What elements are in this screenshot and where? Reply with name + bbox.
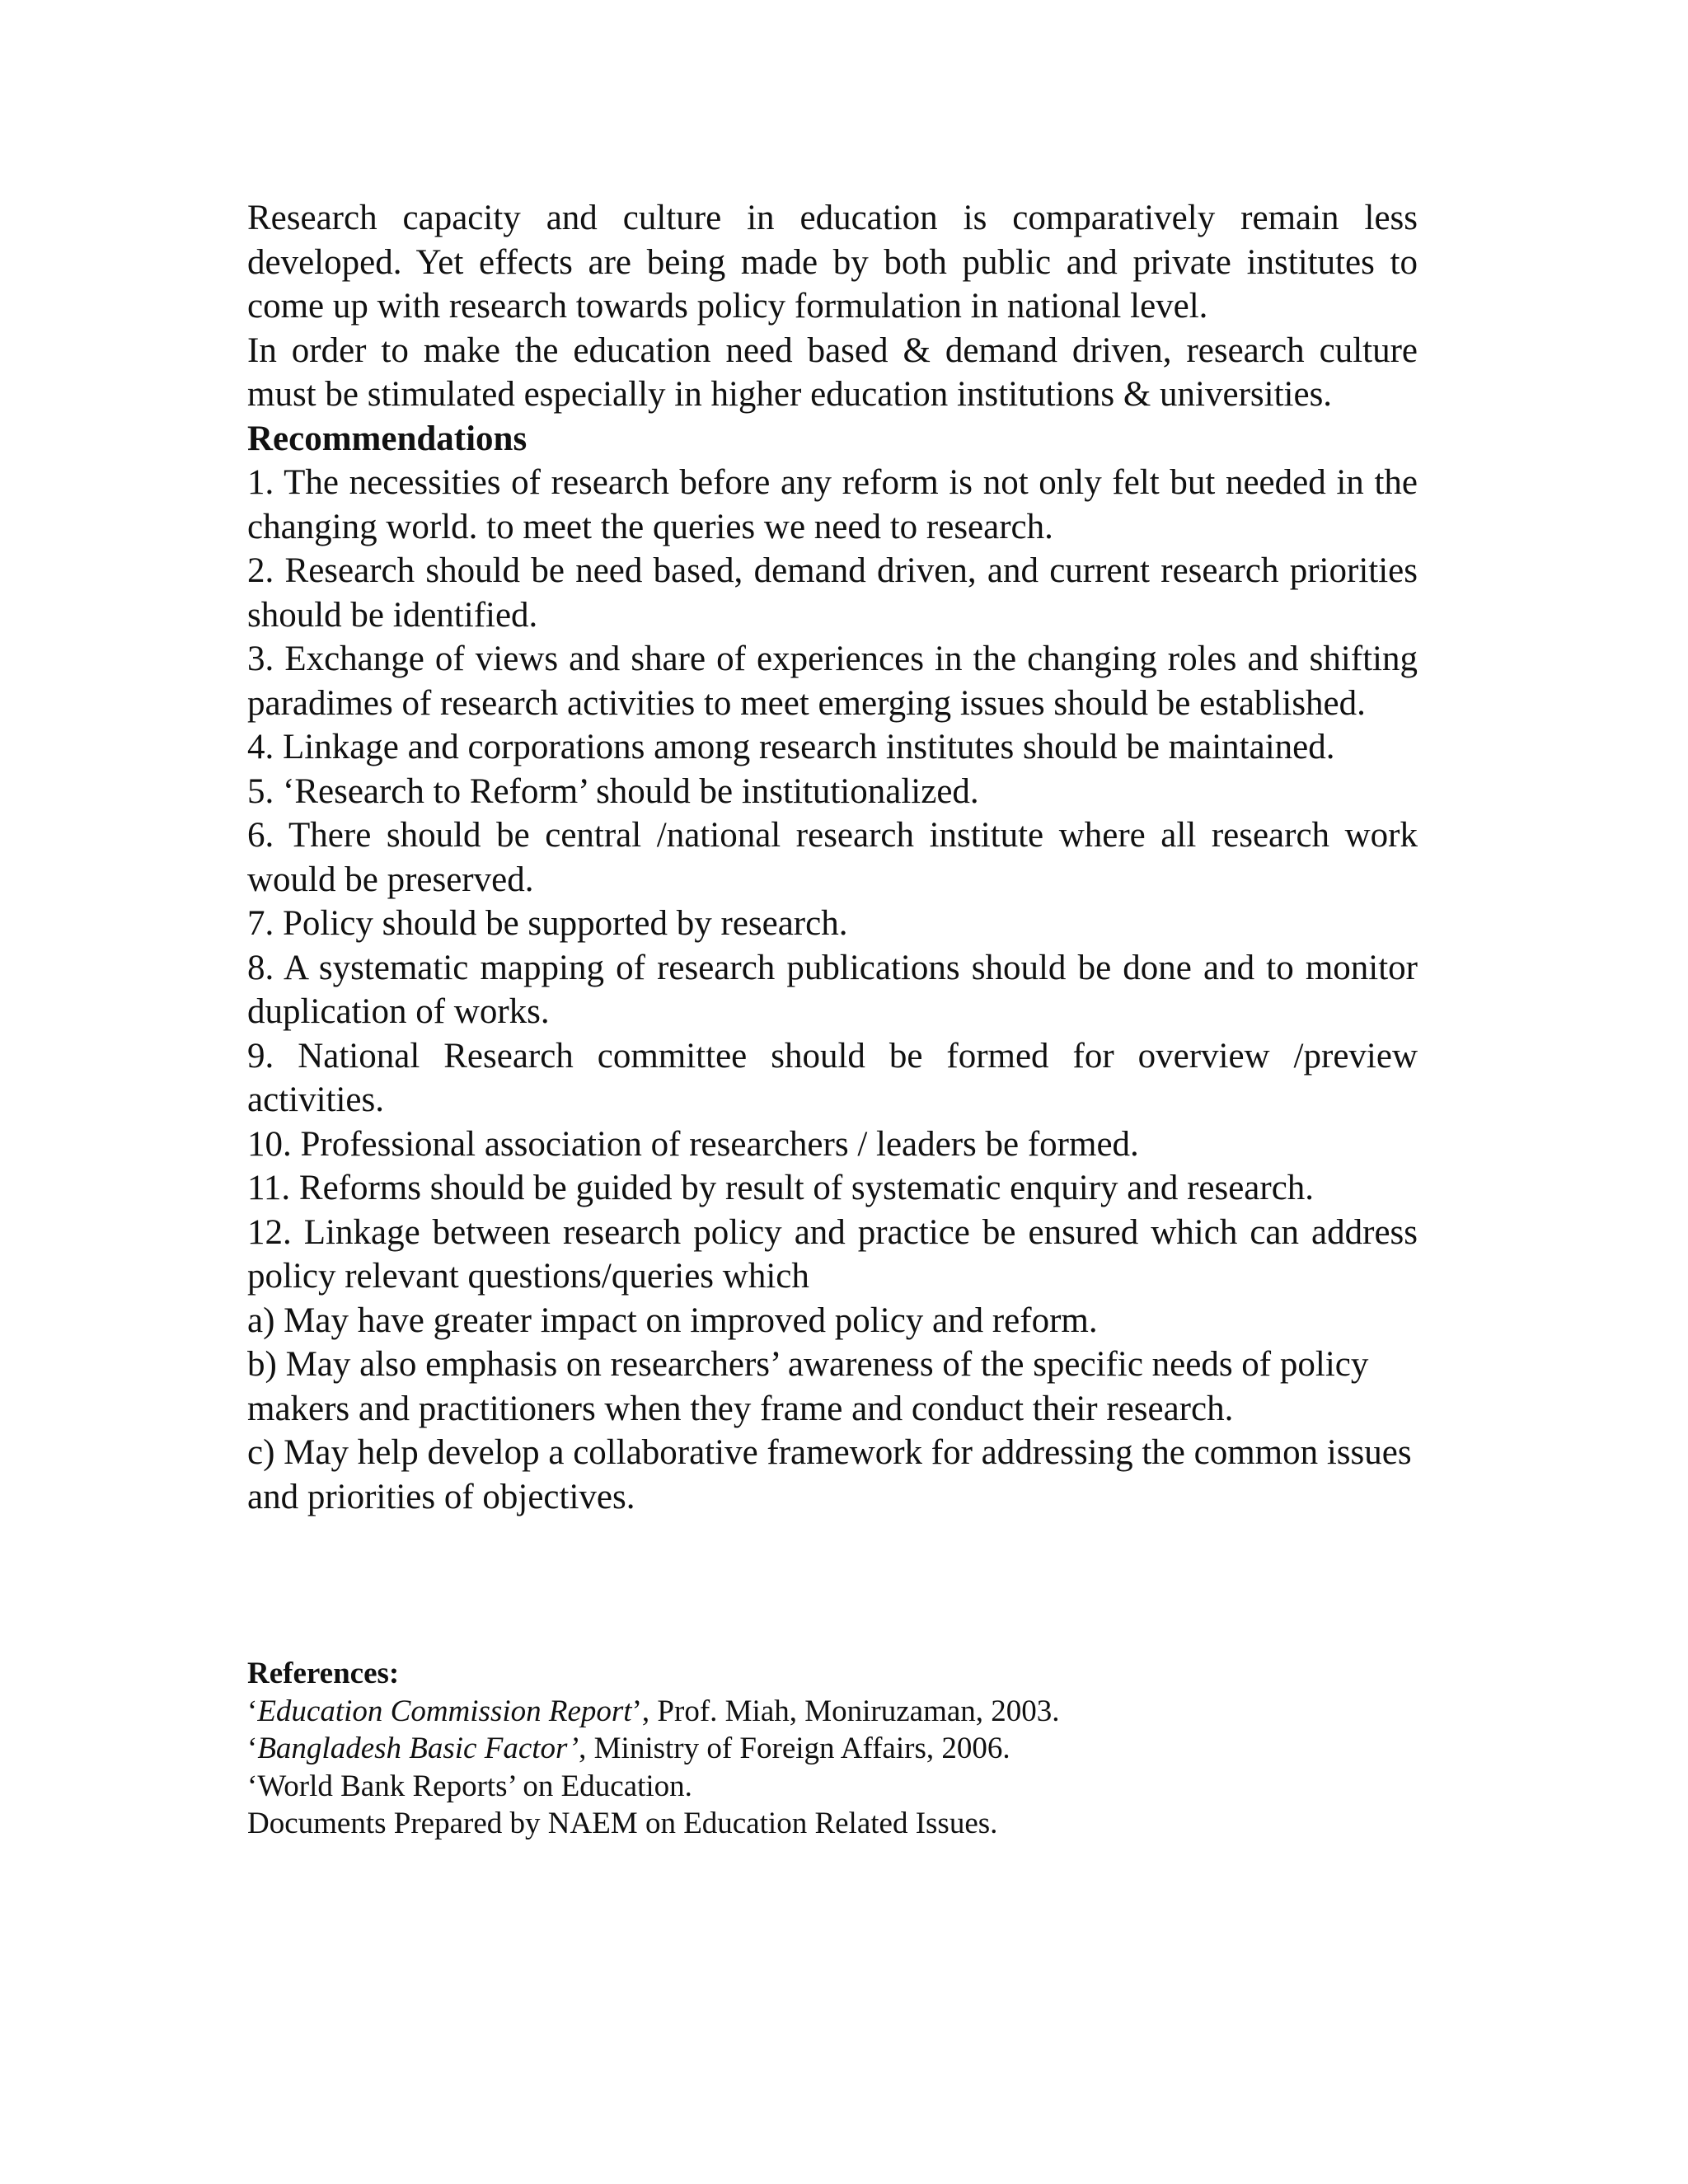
reference-2-rest: , Ministry of Foreign Affairs, 2006.	[579, 1732, 1010, 1765]
document-page	[247, 196, 1418, 1843]
references-heading: References:	[247, 1657, 400, 1690]
recommendation-4: 4. Linkage and corporations among research institutes should be maintained.	[247, 728, 1335, 766]
recommendation-12: 12. Linkage between research policy and practice be ensured which can address policy relevant questions/queries which	[247, 1212, 1418, 1296]
recommendations-heading: Recommendations	[247, 419, 528, 458]
recommendation-12-a: a) May have greater impact on improved policy and reform.	[247, 1301, 1098, 1340]
recommendation-9: 9. National Research committee should be formed for overview /preview activities.	[247, 1036, 1418, 1119]
reference-3: ‘World Bank Reports’ on Education.	[247, 1769, 692, 1803]
main-text	[247, 196, 1418, 1519]
intro-paragraph-1: Research capacity and culture in education is comparatively remain less developed. Yet effects are being made by both public and private institutes to come up with research towards policy formulation in national level.	[247, 199, 1418, 326]
recommendation-10: 10. Professional association of researchers / leaders be formed.	[247, 1124, 1139, 1164]
reference-2	[247, 1730, 1418, 1768]
reference-2-title: Bangladesh Basic Factor’	[257, 1732, 579, 1765]
intro-paragraph-2: In order to make the education need based & demand driven, research culture must be stimulated especially in higher education institutions & universities.	[247, 330, 1418, 414]
reference-1-rest: ’, Prof. Miah, Moniruzaman, 2003.	[631, 1694, 1060, 1728]
recommendation-5: 5. ‘Research to Reform’ should be institutionalized.	[247, 771, 979, 811]
recommendation-12-c: c) May help develop a collaborative framework for addressing the common issues and priorities of objectives.	[247, 1433, 1412, 1516]
reference-1	[247, 1693, 1418, 1731]
recommendation-11: 11. Reforms should be guided by result of systematic enquiry and research.	[247, 1169, 1315, 1207]
reference-1-open-quote: ‘	[247, 1694, 258, 1728]
recommendation-3: 3. Exchange of views and share of experiences in the changing roles and shifting paradimes of research activities to meet emerging issues should be established.	[247, 640, 1418, 723]
recommendation-7: 7. Policy should be supported by research.	[247, 904, 848, 943]
recommendation-12-b: b) May also emphasis on researchers’ awareness of the specific needs of policy makers and practitioners when they frame and conduct their research.	[247, 1345, 1369, 1428]
recommendation-6: 6. There should be central /national research institute where all research work would be preserved.	[247, 816, 1418, 899]
reference-4: Documents Prepared by NAEM on Education Related Issues.	[247, 1807, 998, 1840]
recommendation-1: 1. The necessities of research before any reform is not only felt but needed in the changing world. to meet the queries we need to research.	[247, 463, 1418, 546]
references-section	[247, 1655, 1418, 1843]
reference-1-title: Education Commission Report	[257, 1694, 632, 1728]
recommendation-8: 8. A systematic mapping of research publications should be done and to monitor duplication of works.	[247, 948, 1418, 1031]
reference-2-open-quote: ‘	[247, 1732, 258, 1765]
recommendation-2: 2. Research should be need based, demand driven, and current research priorities should be identified.	[247, 551, 1418, 635]
